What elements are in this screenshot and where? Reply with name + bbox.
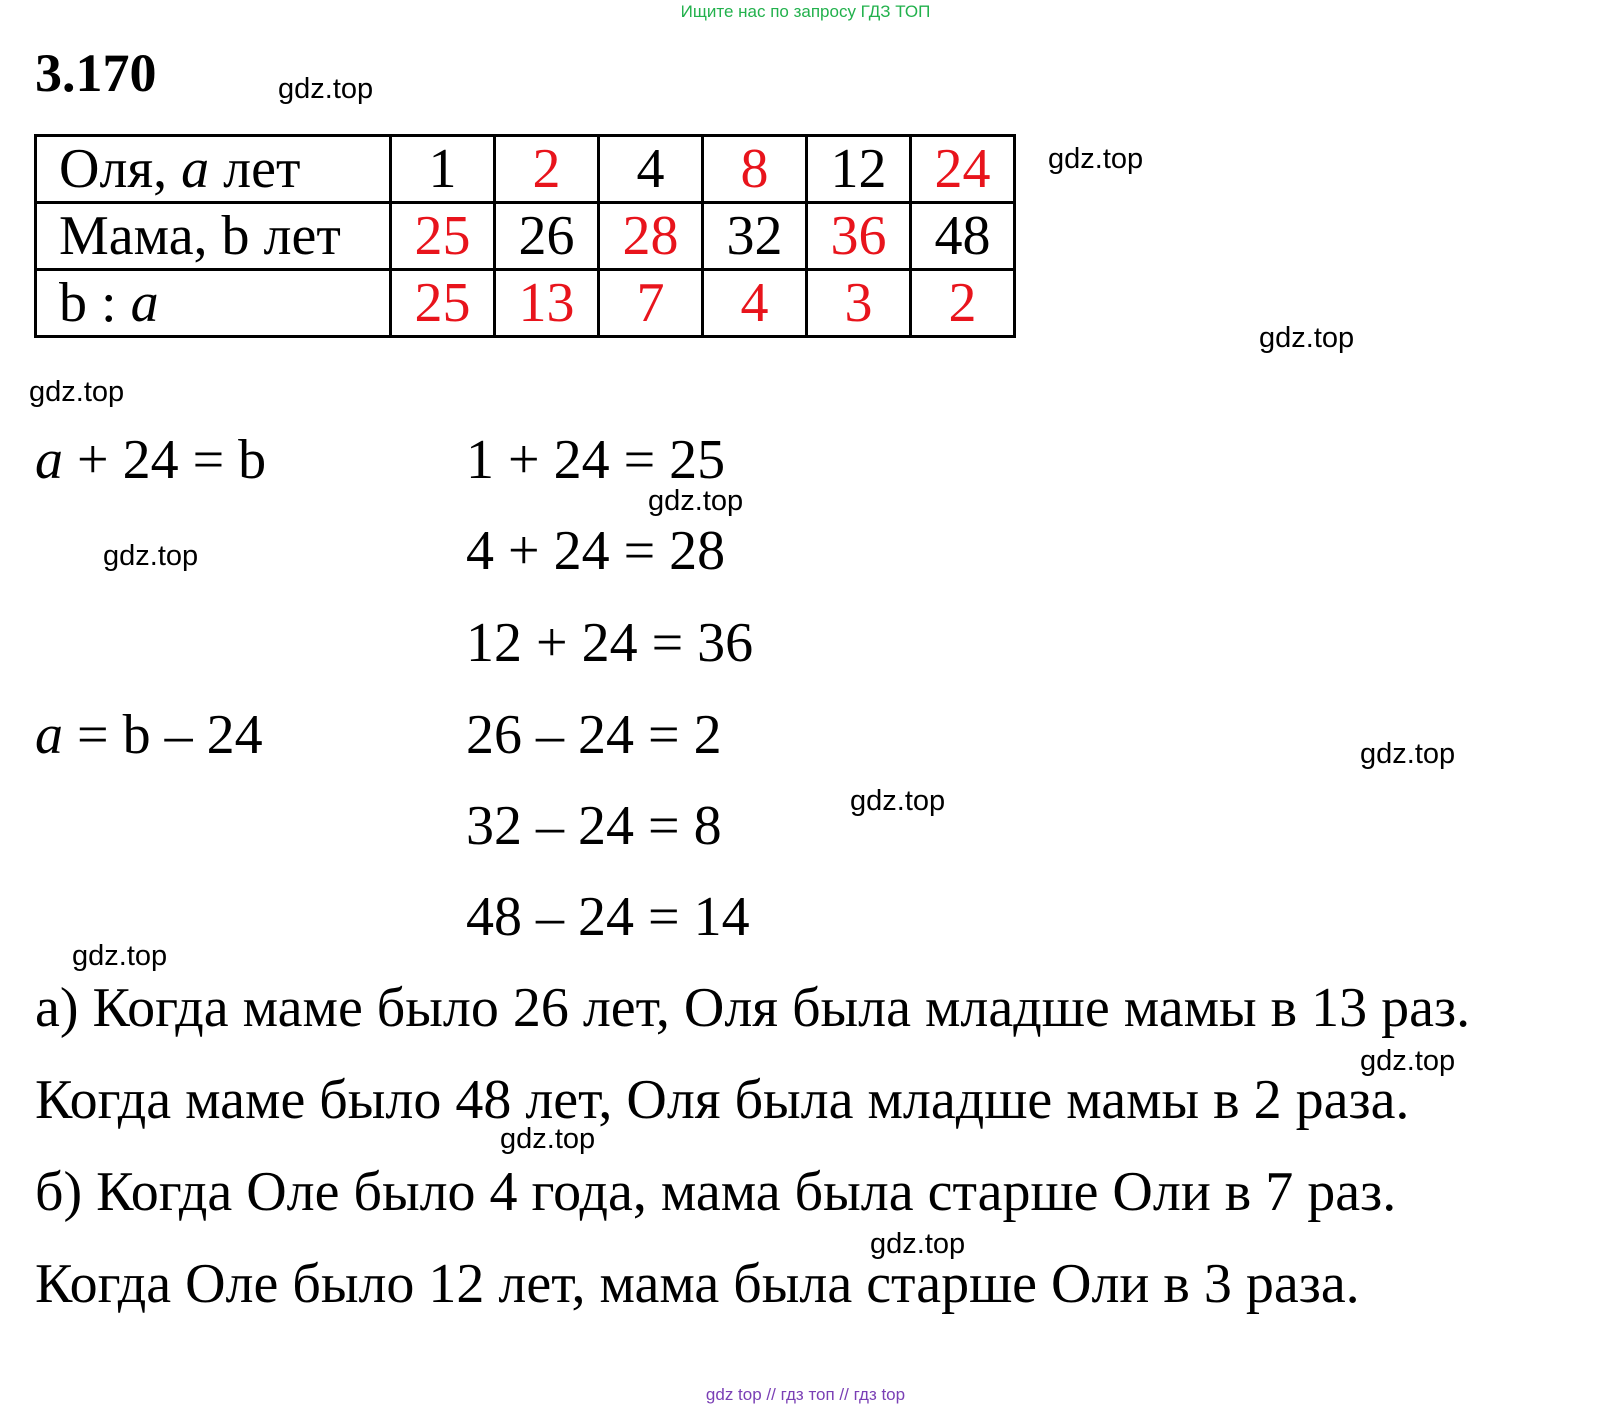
problem-number: 3.170 <box>35 43 157 103</box>
watermark: gdz.top <box>103 540 199 572</box>
table-cell: 25 <box>391 270 495 337</box>
row-label-mama: Мама, b лет <box>36 203 391 270</box>
table-cell: 2 <box>911 270 1015 337</box>
watermark: gdz.top <box>1259 322 1355 354</box>
row-label-olya: Оля, a лет <box>36 136 391 203</box>
equation: 12 + 24 = 36 <box>466 612 754 674</box>
answer-line: б) Когда Оле было 4 года, мама была старше Оли в 7 раз. <box>35 1161 1397 1223</box>
row-label-ratio: b : a <box>36 270 391 337</box>
top-banner[interactable]: Ищите нас по запросу ГДЗ ТОП <box>680 2 931 21</box>
answer-line: а) Когда маме было 26 лет, Оля была младше мамы в 13 раз. <box>35 977 1471 1039</box>
equation: 26 – 24 = 2 <box>466 704 722 766</box>
watermark: gdz.top <box>850 785 946 817</box>
age-table <box>34 134 1016 338</box>
table-cell: 26 <box>495 203 599 270</box>
table-cell: 1 <box>391 136 495 203</box>
equation: 4 + 24 = 28 <box>466 520 726 582</box>
table-cell: 3 <box>807 270 911 337</box>
table-cell: 13 <box>495 270 599 337</box>
table-row <box>36 136 1015 203</box>
table-cell: 4 <box>703 270 807 337</box>
watermark: gdz.top <box>29 376 125 408</box>
watermark: gdz.top <box>648 485 744 517</box>
table-cell: 25 <box>391 203 495 270</box>
table-row <box>36 203 1015 270</box>
table-cell: 28 <box>599 203 703 270</box>
table-cell: 48 <box>911 203 1015 270</box>
table-cell: 8 <box>703 136 807 203</box>
table-cell: 2 <box>495 136 599 203</box>
watermark: gdz.top <box>1360 738 1456 770</box>
table-cell: 4 <box>599 136 703 203</box>
equation: 1 + 24 = 25 <box>466 429 726 491</box>
table-cell: 36 <box>807 203 911 270</box>
table-row <box>36 270 1015 337</box>
answer-line: Когда маме было 48 лет, Оля была младше мамы в 2 раза. <box>35 1069 1410 1131</box>
watermark: gdz.top <box>72 940 168 972</box>
footer-links[interactable]: gdz top // гдз топ // гдз top <box>705 1385 906 1404</box>
answer-line: Когда Оле было 12 лет, мама была старше Оли в 3 раза. <box>35 1253 1360 1315</box>
equation: 32 – 24 = 8 <box>466 795 722 857</box>
table-cell: 7 <box>599 270 703 337</box>
formula-difference: a = b – 24 <box>35 704 263 766</box>
watermark: gdz.top <box>500 1123 596 1155</box>
watermark: gdz.top <box>1360 1045 1456 1077</box>
table-cell: 32 <box>703 203 807 270</box>
watermark: gdz.top <box>278 73 374 105</box>
watermark: gdz.top <box>870 1228 966 1260</box>
table-cell: 24 <box>911 136 1015 203</box>
table-cell: 12 <box>807 136 911 203</box>
watermark: gdz.top <box>1048 143 1144 175</box>
formula-sum: a + 24 = b <box>35 429 267 491</box>
equation: 48 – 24 = 14 <box>466 886 750 948</box>
